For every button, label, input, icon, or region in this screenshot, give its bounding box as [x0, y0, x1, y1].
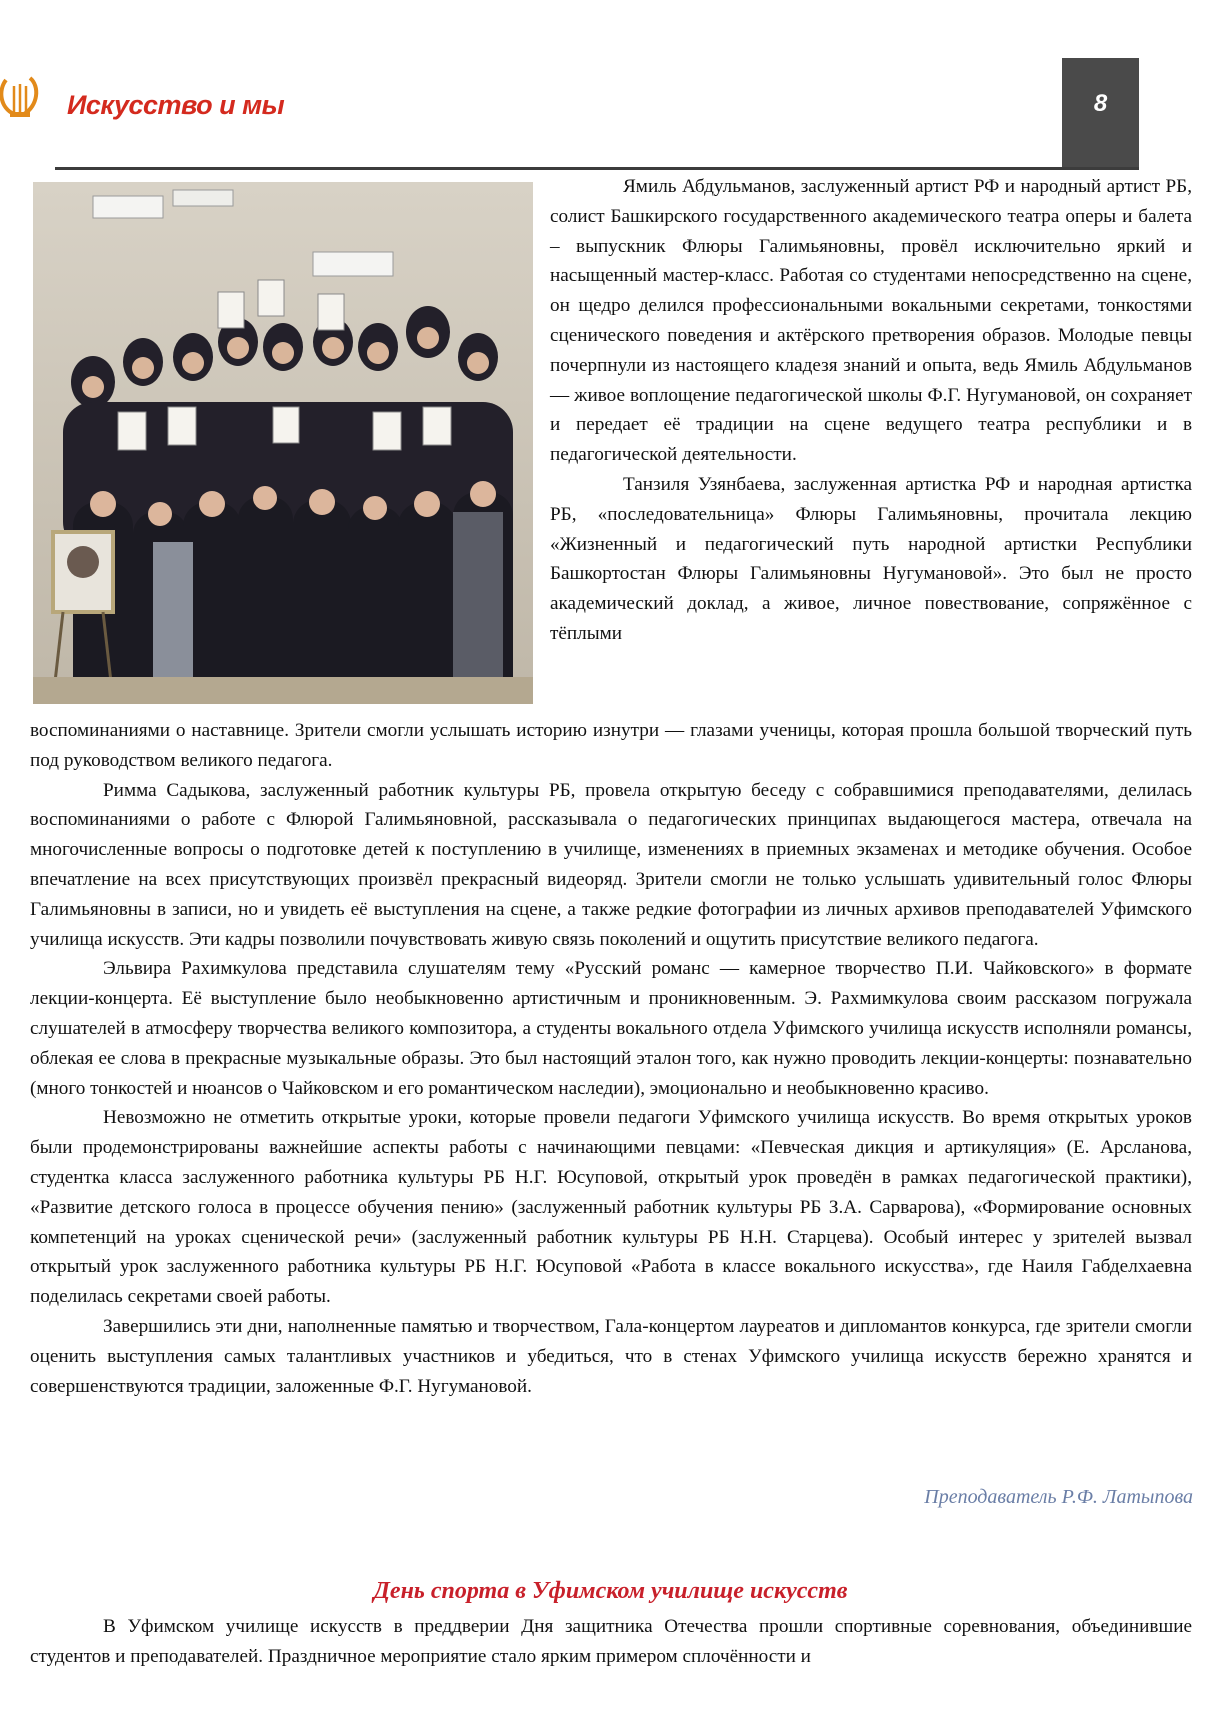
header-divider: [55, 167, 1139, 170]
paragraph-open-lessons: Невозможно не отметить открытые уроки, которые провели педагоги Уфимского училища искусств. Во время открытых уроков были продемонстрированы важнейшие аспекты работы с начинающими певцами: «Певческая дикция и артикуляция» (Е. Арсланова, студентка класса заслуженного работника культуры РБ Н.Г. Юсуповой, открытый урок проведён в рамках педагогической практики), «Развитие детского голоса в процессе обучения пению» (заслуженный работник культуры РБ З.А. Сарварова), «Формирование основных компетенций на уроках сценической речи» (заслуженный работник культуры РБ Н.Н. Старцева). Особый интерес у зрителей вызвал открытый урок заслуженного работника культуры РБ Н.Г. Юсуповой «Работа в классе вокального искусства», где Наиля Габделхаевна поделилась секретами своей работы.: [30, 1107, 1192, 1308]
paragraph-rakhimkulova: Эльвира Рахимкулова представила слушателям тему «Русский романс — камерное творчество П.И. Чайковского» в формате лекции-концерта. Её выступление было необыкновенно артистичным и проникновенным. Э. Рахмимкулова своим рассказом погружала слушателей в атмосферу творчества великого композитора, а студенты вокального отдела Уфимского училища искусств исполняли романсы, облекая ее слова в прекрасные музыкальные образы. Это был настоящий эталон того, как нужно проводить лекции-концерты: познавательно (много тонкостей и нюансов о Чайковском и его романтическом наследии), эмоционально и необыкновенно красиво.: [30, 958, 1192, 1099]
page-number: 8: [1093, 90, 1108, 117]
lyre-emblem-icon: [0, 72, 40, 120]
group-photo: [33, 182, 533, 704]
section-title-sports-day: День спорта в Уфимском училище искусств: [373, 1578, 848, 1604]
author-signature: Преподаватель Р.Ф. Латыпова: [924, 1486, 1193, 1508]
paragraph-uzyanbaeva: Танзиля Узянбаева, заслуженная артистка РФ и народная артистка РБ, «последовательница» Флюры Галимьяновны, прочитала лекцию «Жизненный и педагогический путь народной артистки Республики Башкортостан Флюры Галимьяновны Нугумановой». Это был не просто академический доклад, а живое, личное повествование, сопряжённое с тёплыми: [550, 473, 1192, 644]
paragraph-gala-concert: Завершились эти дни, наполненные памятью и творчеством, Гала-концертом лауреатов и дипломантов конкурса, где зрители смогли оценить выступления самых талантливых участников и убедиться, что в стенах Уфимского училища искусств бережно хранятся и совершенствуются традиции, заложенные Ф.Г. Нугумановой.: [30, 1315, 1192, 1397]
article-column: [550, 172, 1192, 649]
group-photo-icon: [33, 182, 533, 704]
article-body: [30, 716, 1192, 1401]
magazine-brand: Искусство и мы: [67, 90, 285, 120]
page-number-box: [1062, 58, 1139, 168]
paragraph-sadykova: Римма Садыкова, заслуженный работник культуры РБ, провела открытую беседу с собравшимися преподавателями, делилась воспоминаниями о работе с Флюрой Галимьяновной, рассказывала о педагогических принципах выдающегося мастера, отвечала на многочисленные вопросы о подготовке детей к поступлению в училище, изменениях в приемных экзаменах и методике обучения. Особое впечатление на всех присутствующих произвёл прекрасный видеоряд. Зрители смогли не только услышать удивительный голос Флюры Галимьяновны в записи, но и увидеть её выступления на сцене, а также редкие фотографии из личных архивов преподавателей Уфимского училища искусств. Эти кадры позволили почувствовать живую связь поколений и ощутить присутствие великого педагога.: [30, 779, 1192, 950]
paragraph-abdulmanov: Ямиль Абдульманов, заслуженный артист РФ и народный артист РБ, солист Башкирского государственного академического театра оперы и балета – выпускник Флюры Галимьяновны, провёл исключительно яркий и насыщенный мастер-класс. Работая со студентами непосредственно на сцене, он щедро делился профессиональными вокальными секретами, тонкостями сценического поведения и актёрского претворения образов. Молодые певцы почерпнули из настоящего кладезя знаний и опыта, ведь Ямиль Абдульманов — живое воплощение педагогической школы Ф.Г. Нугумановой, он сохраняет и передает её традиции на сцене ведущего театра республики и в педагогической деятельности.: [550, 176, 1192, 466]
sports-day-body: [30, 1612, 1192, 1672]
paragraph-uzyanbaeva-continued: воспоминаниями о наставнице. Зрители смогли услышать историю изнутри — глазами ученицы, которая прошла большой творческий путь под руководством великого педагога.: [30, 720, 1192, 771]
paragraph-sports-day: В Уфимском училище искусств в преддверии Дня защитника Отечества прошли спортивные соревнования, объединившие студентов и преподавателей. Праздничное мероприятие стало ярким примером сплочённости и: [30, 1616, 1192, 1667]
